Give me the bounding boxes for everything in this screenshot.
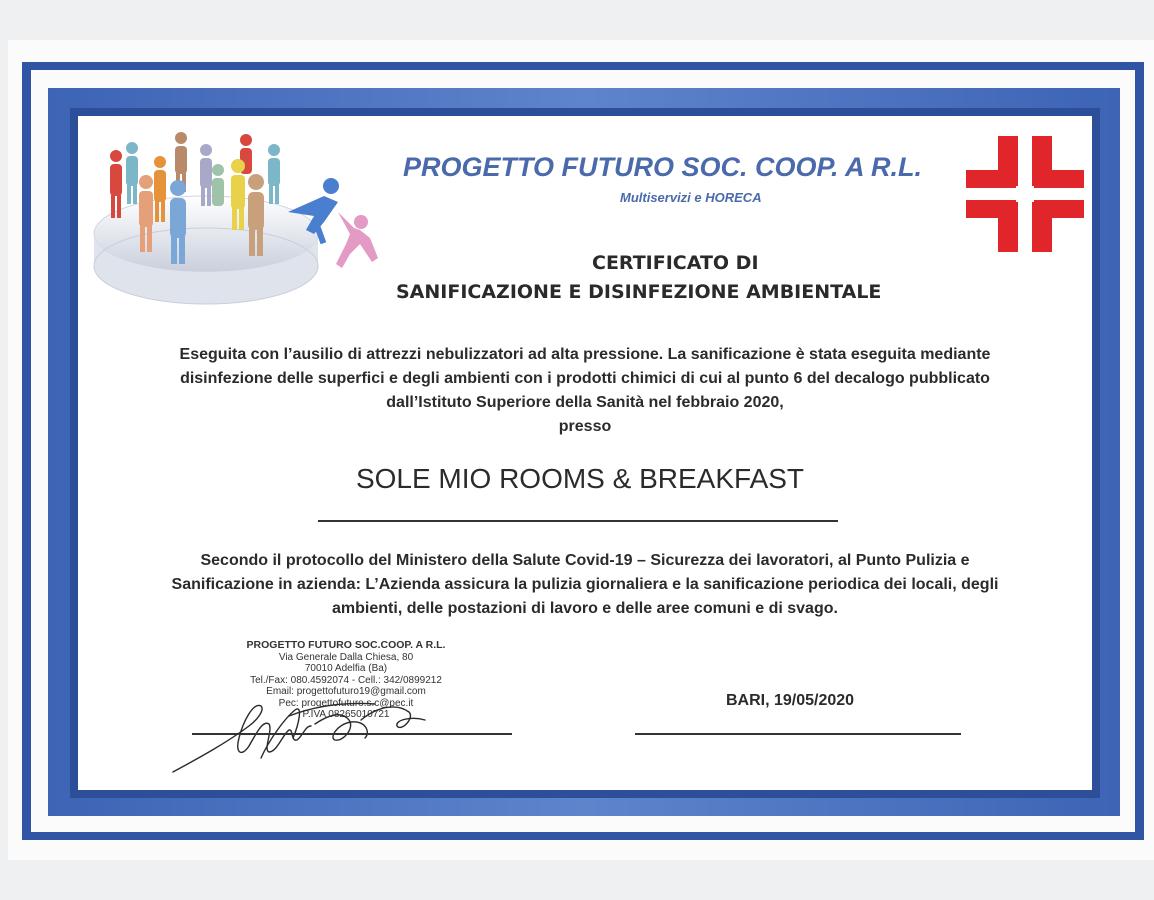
certificate-title-line1: CERTIFICATO DI — [592, 252, 759, 274]
protocol-line: Secondo il protocollo del Ministero della Salute Covid-19 – Sicurezza dei lavoratori, al Punto Pulizia e — [200, 552, 970, 569]
protocol-paragraph — [120, 549, 1050, 621]
intro-line: disinfezione delle superfici e degli ambienti con i prodotti chimici di cui al punto 6 del decalogo pubblicato — [180, 370, 990, 387]
stamp-piva: P.IVA 08265010721 — [302, 709, 390, 720]
intro-paragraph — [120, 343, 1050, 439]
intro-line: Eseguita con l’ausilio di attrezzi nebulizzatori ad alta pressione. La sanificazione è stata eseguita mediante — [179, 346, 991, 363]
stamp-phone: Tel./Fax: 080.4592074 - Cell.: 342/0899212 — [250, 674, 442, 686]
people-logo-icon — [88, 126, 398, 308]
business-underline — [318, 520, 838, 522]
business-name: SOLE MIO ROOMS & BREAKFAST — [355, 463, 805, 494]
stamp-pec: Pec: progettofuturo.s.c@pec.it — [278, 697, 414, 709]
stamp-city: 70010 Adelfia (Ba) — [304, 663, 388, 674]
company-subtitle: Multiservizi e HORECA — [620, 190, 762, 205]
red-cross-icon — [966, 136, 1084, 252]
certificate-title-line2: SANIFICAZIONE E DISINFEZIONE AMBIENTALE — [396, 281, 882, 303]
stamp-title: PROGETTO FUTURO SOC.COOP. A R.L. — [246, 639, 446, 651]
date-signature-line — [635, 733, 961, 735]
signature-line — [192, 733, 512, 735]
intro-line: dall’Istituto Superiore della Sanità nel febbraio 2020, — [386, 394, 784, 411]
stamp-email: Email: progettofuturo19@gmail.com — [266, 686, 426, 697]
stamp-address: Via Generale Dalla Chiesa, 80 — [278, 651, 414, 663]
protocol-line: ambienti, delle postazioni di lavoro e delle aree comuni e di svago. — [332, 600, 838, 617]
company-name: PROGETTO FUTURO SOC. COOP. A R.L. — [403, 152, 923, 182]
protocol-line: Sanificazione in azienda: L’Azienda assicura la pulizia giornaliera e la sanificazione periodica dei locali, degli — [171, 576, 999, 593]
handwritten-signature — [165, 680, 465, 780]
issue-date: BARI, 19/05/2020 — [726, 692, 855, 709]
intro-line: presso — [558, 418, 612, 435]
